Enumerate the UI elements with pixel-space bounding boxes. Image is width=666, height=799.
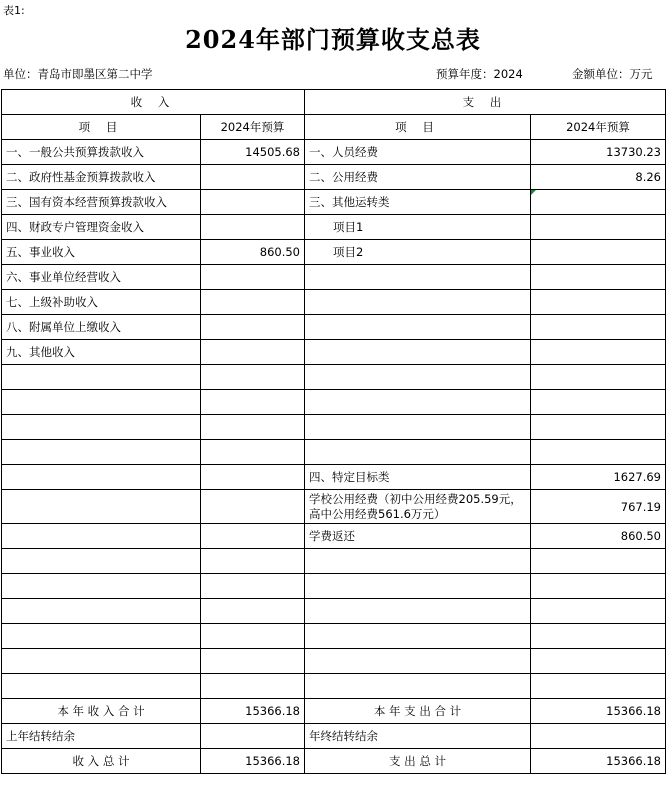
table-row: [2, 265, 666, 290]
income-item: 六、事业单位经营收入: [2, 265, 201, 290]
expense-item: 项目2: [305, 240, 531, 265]
table-row: [2, 315, 666, 340]
expense-value: [531, 315, 666, 340]
column-header-row: [2, 115, 666, 140]
table-row: [2, 365, 666, 390]
income-item-header: 项 目: [2, 115, 201, 140]
income-item: 四、财政专户管理资金收入: [2, 215, 201, 240]
expense-value: 1627.69: [531, 465, 666, 490]
table-row: [2, 140, 666, 165]
expense-total-label: 支 出 总 计: [305, 749, 531, 774]
expense-item: [305, 290, 531, 315]
income-value: 14505.68: [201, 140, 305, 165]
table-row: [2, 524, 666, 549]
budget-table: [1, 89, 666, 774]
income-value: [201, 290, 305, 315]
end-balance-value: [531, 724, 666, 749]
table-row: [2, 649, 666, 674]
income-value: [201, 165, 305, 190]
expense-value: [531, 440, 666, 465]
table-row: [2, 165, 666, 190]
expense-item: 四、特定目标类: [305, 465, 531, 490]
page-title: 2024年部门预算收支总表: [185, 25, 481, 54]
expense-item: [305, 365, 531, 390]
expense-value: 13730.23: [531, 140, 666, 165]
income-value: [201, 440, 305, 465]
expense-item: [305, 549, 531, 574]
table-row: [2, 490, 666, 524]
income-value: [201, 390, 305, 415]
table-row: [2, 390, 666, 415]
income-item: [2, 465, 201, 490]
income-item: [2, 574, 201, 599]
balance-row: [2, 724, 666, 749]
expense-header: 支 出: [305, 90, 666, 115]
expense-item: 学校公用经费（初中公用经费205.59元，高中公用经费561.6万元）: [305, 490, 531, 524]
expense-value: [531, 290, 666, 315]
table-row: [2, 674, 666, 699]
income-item: [2, 674, 201, 699]
income-value: [201, 624, 305, 649]
expense-item: 二、公用经费: [305, 165, 531, 190]
income-value: [201, 649, 305, 674]
income-value: [201, 524, 305, 549]
expense-value: [531, 390, 666, 415]
income-value: 860.50: [201, 240, 305, 265]
expense-item: [305, 649, 531, 674]
income-value: [201, 315, 305, 340]
expense-item: [305, 574, 531, 599]
income-item: [2, 365, 201, 390]
income-value: [201, 574, 305, 599]
income-total-label: 收 入 总 计: [2, 749, 201, 774]
income-value: [201, 599, 305, 624]
income-value: [201, 465, 305, 490]
expense-item: [305, 415, 531, 440]
income-item: 一、一般公共预算拨款收入: [2, 140, 201, 165]
expense-value: [531, 340, 666, 365]
table-row: [2, 549, 666, 574]
expense-item: 三、其他运转类: [305, 190, 531, 215]
table-row: [2, 240, 666, 265]
expense-item: [305, 440, 531, 465]
expense-value: [531, 599, 666, 624]
expense-item: [305, 599, 531, 624]
income-item: [2, 415, 201, 440]
income-value: [201, 215, 305, 240]
table-row: [2, 599, 666, 624]
year-expense-value: 15366.18: [531, 699, 666, 724]
income-item: [2, 649, 201, 674]
income-item: 二、政府性基金预算拨款收入: [2, 165, 201, 190]
table-row: [2, 574, 666, 599]
income-value: [201, 674, 305, 699]
expense-value: 8.26: [531, 165, 666, 190]
table-number: 表1:: [3, 4, 25, 17]
table-row: [2, 190, 666, 215]
expense-item: [305, 265, 531, 290]
income-item: 七、上级补助收入: [2, 290, 201, 315]
table-row: [2, 415, 666, 440]
income-item: 八、附属单位上缴收入: [2, 315, 201, 340]
income-item: [2, 524, 201, 549]
expense-item: [305, 674, 531, 699]
section-header-row: [2, 90, 666, 115]
expense-item: [305, 315, 531, 340]
income-item: [2, 549, 201, 574]
income-budget-header: 2024年预算: [201, 115, 305, 140]
budget-year-label: 预算年度：2024: [436, 67, 523, 81]
end-balance-label: 年终结转结余: [305, 724, 531, 749]
income-item: [2, 490, 201, 524]
income-header: 收 入: [2, 90, 305, 115]
prev-balance-value: [201, 724, 305, 749]
income-value: [201, 190, 305, 215]
year-income-label: 本 年 收 入 合 计: [2, 699, 201, 724]
income-item: [2, 624, 201, 649]
income-value: [201, 365, 305, 390]
table-row: [2, 465, 666, 490]
expense-value: 767.19: [531, 490, 666, 524]
expense-value: [531, 649, 666, 674]
expense-item: 项目1: [305, 215, 531, 240]
expense-value: [531, 240, 666, 265]
table-row: [2, 215, 666, 240]
expense-value: [531, 415, 666, 440]
expense-item: [305, 390, 531, 415]
year-expense-label: 本 年 支 出 合 计: [305, 699, 531, 724]
year-total-row: [2, 699, 666, 724]
income-value: [201, 265, 305, 290]
expense-item: [305, 340, 531, 365]
expense-value: [531, 674, 666, 699]
income-item: [2, 440, 201, 465]
expense-value: [531, 549, 666, 574]
income-item: [2, 390, 201, 415]
table-row: [2, 290, 666, 315]
expense-item: [305, 624, 531, 649]
table-row: [2, 440, 666, 465]
expense-value: [531, 215, 666, 240]
income-value: [201, 340, 305, 365]
expense-total-value: 15366.18: [531, 749, 666, 774]
prev-balance-label: 上年结转结余: [2, 724, 201, 749]
income-value: [201, 490, 305, 524]
expense-item: 一、人员经费: [305, 140, 531, 165]
income-value: [201, 549, 305, 574]
income-item: 三、国有资本经营预算拨款收入: [2, 190, 201, 215]
table-row: [2, 624, 666, 649]
income-item: 九、其他收入: [2, 340, 201, 365]
expense-value: 860.50: [531, 524, 666, 549]
expense-value: [531, 190, 666, 215]
expense-value: [531, 624, 666, 649]
income-total-value: 15366.18: [201, 749, 305, 774]
expense-item: 学费返还: [305, 524, 531, 549]
expense-item-header: 项 目: [305, 115, 531, 140]
expense-budget-header: 2024年预算: [531, 115, 666, 140]
income-item: 五、事业收入: [2, 240, 201, 265]
year-income-value: 15366.18: [201, 699, 305, 724]
unit-label: 单位：青岛市即墨区第二中学: [3, 67, 153, 81]
table-row: [2, 340, 666, 365]
grand-total-row: [2, 749, 666, 774]
income-value: [201, 415, 305, 440]
money-unit-label: 金额单位：万元: [572, 67, 653, 81]
expense-value: [531, 365, 666, 390]
income-item: [2, 599, 201, 624]
expense-value: [531, 574, 666, 599]
expense-value: [531, 265, 666, 290]
